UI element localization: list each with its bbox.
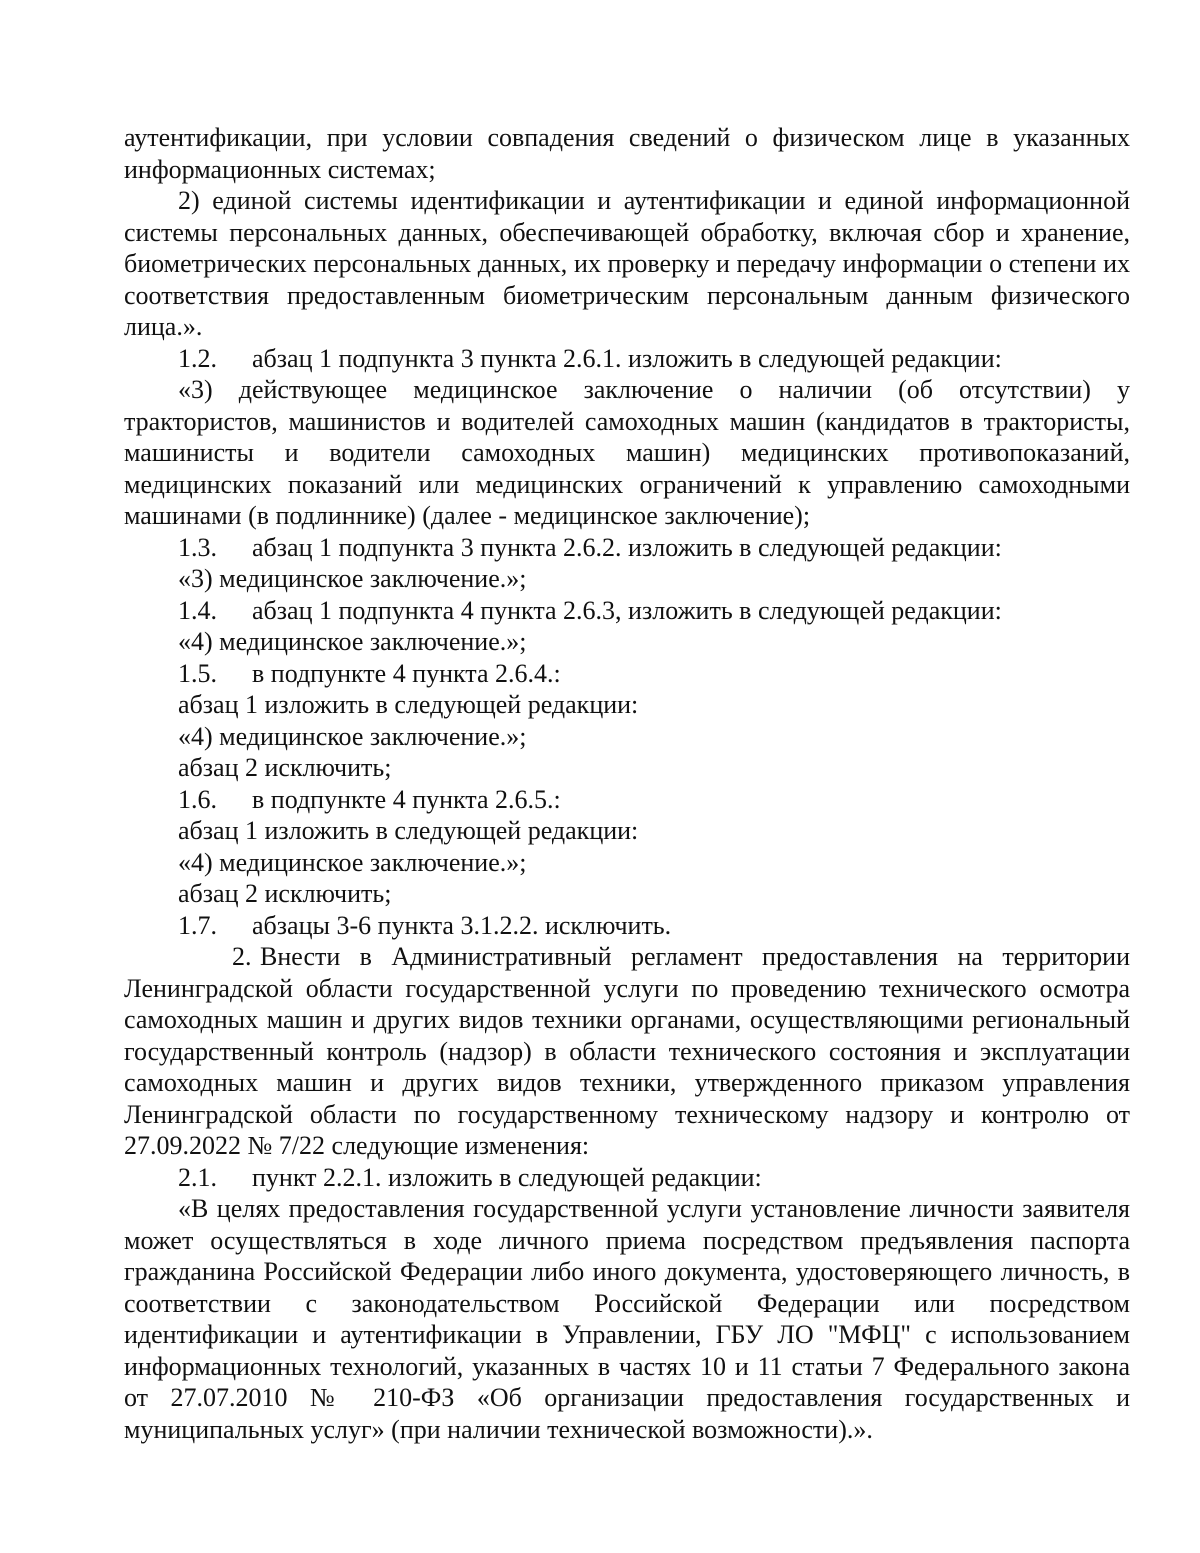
paragraph-line: «4) медицинское заключение.»; [178,847,527,877]
paragraph-quote-3: «3) действующее медицинское заключение о наличии (об отсутствии) у трактористов, машинистов и водителей самоходных машин (кандидатов в трактористы, машинисты и водители самоходных машин) медицинских противопоказаний, медицинских показаний или медицинских ограничений к управлению самоходными машинами (в подлиннике) (далее - медицинское заключение); [124,375,1130,530]
clause-2-1 [124,1162,1130,1194]
paragraph-quote-identification: «В целях предоставления государственной услуги установление личности заявителя может осуществляться в ходе личного приема посредством предъявления паспорта гражданина Российской Федерации либо иного документа, удостоверяющего личность, в соответствии с законодательством Российской Федерации или посредством идентификации и аутентификации в Управлении, ГБУ ЛО "МФЦ" с использованием информационных технологий, указанных в частях 10 и 11 статьи 7 Федерального закона от 27.07.2010 № 210-ФЗ «Об организации предоставления государственных и муниципальных услуг» (при наличии технической возможности).». [124,1194,1130,1444]
clause-1-4 [124,595,1130,627]
clause-1-6 [124,784,1130,816]
clause-number: 1.6. [178,784,217,814]
clause-text: в подпункте 4 пункта 2.6.5.: [252,784,561,814]
paragraph-line: абзац 1 изложить в следующей редакции: [178,690,639,719]
paragraph-item-2: 2) единой системы идентификации и аутентификации и единой информационной системы персональных данных, обеспечивающей обработку, включая сбор и хранение, биометрических персональных данных, их проверку и передачу информации о степени их соответствия предоставленным биометрическим персональным данным физического лица.». [124,186,1130,341]
clause-text: Внести в Административный регламент предоставления на территории Ленинградской области государственной услуги по проведению технического осмотра самоходных машин и других видов техники органами, осуществляющими региональный государственный контроль (надзор) в области технического состояния и эксплуатации самоходных машин и других видов техники, утвержденного приказом управления Ленинградской области по государственному техническому надзору и контролю от 27.09.2022 № 7/22 следующие изменения: [124,942,1130,1160]
document-page [124,122,1130,1445]
clause-number: 1.2. [178,343,217,373]
clause-text: абзац 1 подпункта 3 пункта 2.6.2. изложить в следующей редакции: [252,532,1002,562]
clause-2 [124,941,1130,1162]
clause-text: абзацы 3-6 пункта 3.1.2.2. исключить. [252,910,672,940]
clause-text: пункт 2.2.1. изложить в следующей редакции: [252,1162,762,1192]
clause-1-5 [124,658,1130,690]
clause-text: абзац 1 подпункта 4 пункта 2.6.3, изложить в следующей редакции: [252,595,1002,625]
paragraph-line: «4) медицинское заключение.»; [178,721,527,751]
clause-number: 2.1. [178,1162,217,1192]
clause-text: в подпункте 4 пункта 2.6.4.: [252,658,561,688]
clause-number: 1.4. [178,595,217,625]
clause-number: 1.5. [178,658,217,688]
clause-1-2 [124,343,1130,375]
paragraph-line: «4) медицинское заключение.»; [178,627,527,656]
clause-number: 2. [232,942,252,971]
clause-1-7 [124,910,1130,942]
clause-1-3 [124,532,1130,564]
clause-text: абзац 1 подпункта 3 пункта 2.6.1. изложить в следующей редакции: [252,343,1002,373]
paragraph-line: абзац 2 исключить; [178,753,392,782]
paragraph-line: абзац 1 изложить в следующей редакции: [178,816,639,845]
paragraph-line: абзац 2 исключить; [178,879,392,908]
clause-number: 1.7. [178,910,217,940]
clause-number: 1.3. [178,532,217,562]
paragraph-line: «3) медицинское заключение.»; [178,564,527,593]
paragraph-continuation: аутентификации, при условии совпадения сведений о физическом лице в указанных информационных системах; [124,123,1130,184]
